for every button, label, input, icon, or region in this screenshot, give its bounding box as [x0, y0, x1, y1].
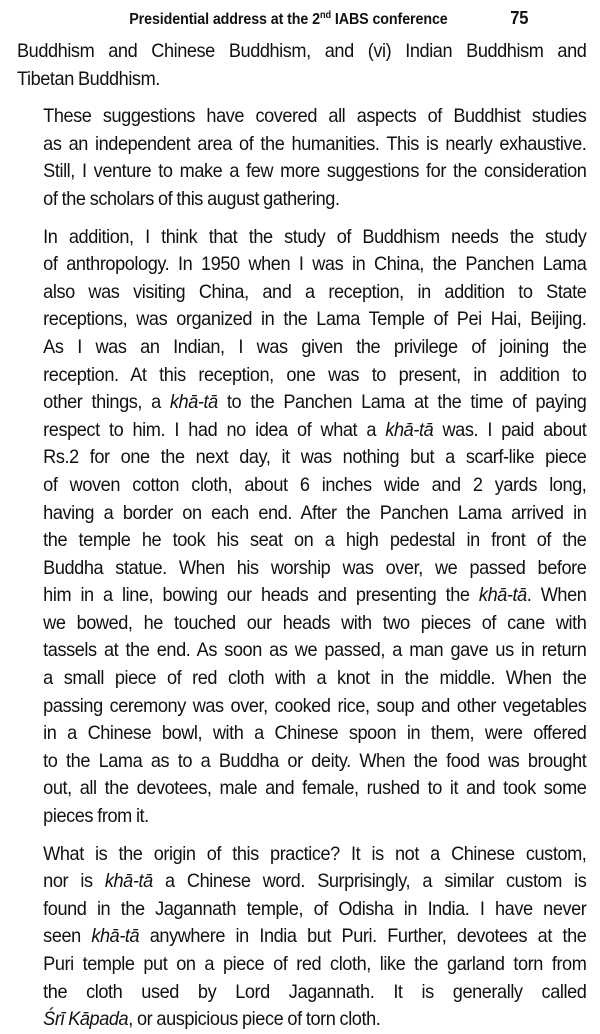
text-line: of woven cotton cloth, about 6 inches wide and 2 yards long,	[43, 473, 587, 496]
italic-term: khā-tā	[91, 925, 140, 948]
running-title-superscript: nd	[319, 9, 332, 21]
text-line	[17, 417, 586, 445]
running-head	[17, 8, 586, 38]
page-number: 75	[510, 8, 529, 28]
text-line: pieces from it.	[43, 805, 149, 828]
italic-term: khā-tā	[385, 418, 434, 441]
text-line: to the Lama as to a Buddha or deity. When the food was brought	[43, 749, 587, 772]
text-fragment: a Chinese word. Surprisingly, a similar custom is	[152, 870, 587, 893]
body-text	[17, 38, 586, 1034]
text-fragment: to the Panchen Lama at the time of paying	[217, 391, 587, 414]
italic-term: khā-tā	[169, 391, 218, 414]
text-line: we bowed, he touched our heads with two pieces of cane with	[43, 611, 587, 634]
text-fragment: other things, a	[43, 391, 170, 414]
text-line: receptions, was organized in the Lama Temple of Pei Hai, Beijing.	[43, 308, 587, 331]
text-fragment: seen	[43, 925, 92, 948]
text-line: of the scholars of this august gathering.	[43, 187, 340, 210]
text-line: reception. At this reception, one was to present, in addition to	[43, 363, 587, 386]
text-fragment: . When	[526, 584, 587, 607]
text-line: As I was an Indian, I was given the privilege of joining the	[43, 335, 587, 358]
text-line: Rs.2 for one the next day, it was nothing but a scarf-like piece	[43, 446, 587, 469]
text-line: having a border on each end. After the Panchen Lama arrived in	[43, 501, 587, 524]
text-line: as an independent area of the humanities. This is nearly exhaustive.	[43, 132, 587, 155]
text-fragment: , or auspicious piece of torn cloth.	[128, 1008, 381, 1031]
running-title	[129, 11, 447, 29]
text-line: Still, I venture to make a few more suggestions for the consideration	[43, 160, 587, 183]
text-line: passing ceremony was over, cooked rice, soup and other vegetables	[43, 694, 587, 717]
text-line	[17, 1006, 586, 1034]
text-line: the cloth used by Lord Jagannath. It is generally called	[43, 980, 587, 1003]
text-line	[17, 868, 586, 896]
text-line: in a Chinese bowl, with a Chinese spoon in them, were offered	[43, 722, 587, 745]
text-line	[17, 582, 586, 610]
text-line: found in the Jagannath temple, of Odisha in India. I have never	[43, 897, 587, 920]
text-line: also was visiting China, and a reception, in addition to State	[43, 280, 587, 303]
italic-term: khā-tā	[104, 870, 153, 893]
paragraph-origin	[17, 841, 586, 1034]
text-line: What is the origin of this practice? It is not a Chinese custom,	[43, 842, 587, 865]
text-fragment: respect to him. I had no idea of what a	[43, 418, 386, 441]
text-line: Buddhism and Chinese Buddhism, and (vi) Indian Buddhism and	[17, 40, 587, 62]
text-fragment: him in a line, bowing our heads and presenting the	[43, 584, 479, 607]
running-title-suffix: IABS conference	[331, 11, 448, 28]
text-line	[17, 389, 586, 417]
text-line: out, all the devotees, male and female, rushed to it and took some	[43, 777, 587, 800]
text-line: Puri temple put on a piece of red cloth, like the garland torn from	[43, 953, 587, 975]
text-line: Buddha statue. When his worship was over, we passed before	[43, 556, 587, 579]
text-line: a small piece of red cloth with a knot in the middle. When the	[43, 667, 587, 690]
italic-term: Śrī Kāpada	[43, 1008, 129, 1031]
text-fragment: anywhere in India but Puri. Further, devotees at the	[139, 925, 587, 948]
paragraph-anthropology	[17, 224, 586, 831]
text-line: These suggestions have covered all aspects of Buddhist studies	[43, 105, 587, 128]
italic-term: khā-tā	[478, 584, 527, 607]
text-line: the temple he took his seat on a high pedestal in front of the	[43, 529, 587, 552]
text-line: In addition, I think that the study of Buddhism needs the study	[43, 225, 587, 248]
text-line: tassels at the end. As soon as we passed, a man gave us in return	[43, 639, 587, 662]
paragraph-continuation	[17, 38, 586, 93]
text-line: of anthropology. In 1950 when I was in China, the Panchen Lama	[43, 253, 587, 276]
text-line: Tibetan Buddhism.	[17, 67, 160, 90]
running-title-text: Presidential address at the 2	[129, 11, 320, 28]
text-fragment: nor is	[43, 870, 105, 893]
text-fragment: was. I paid about	[433, 418, 587, 441]
text-line	[17, 923, 586, 951]
paragraph-suggestions	[17, 103, 586, 213]
